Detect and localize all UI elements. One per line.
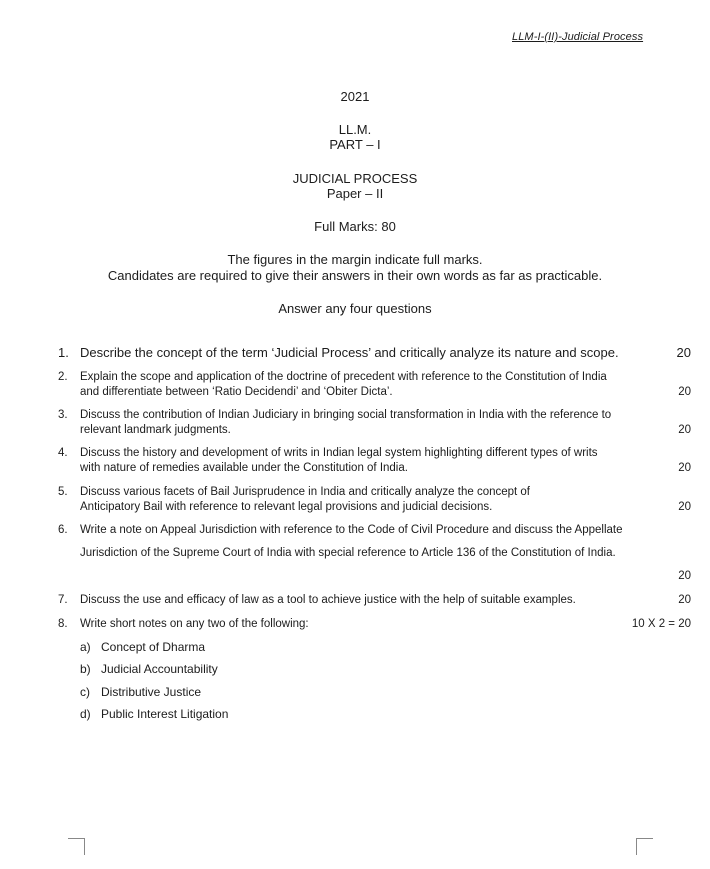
full-marks: Full Marks: 80 [314, 219, 396, 234]
question-text: Discuss the use and efficacy of law as a tool to achieve justice with the help of suitable examples. [80, 594, 576, 606]
question-text-line-1: Discuss the contribution of Indian Judiciary in bringing social transformation in India with the reference to [80, 409, 612, 421]
question-number: 2. [58, 371, 68, 383]
instruction-own-words: Candidates are required to give their answers in their own words as far as practicable. [107, 268, 603, 283]
option-text: Distributive Justice [101, 685, 202, 699]
option-text: Public Interest Litigation [101, 707, 229, 721]
question-marks: 20 [676, 345, 691, 360]
question-text-line-2: relevant landmark judgments. [80, 424, 231, 436]
instruction-margin-marks: The figures in the margin indicate full marks. [227, 252, 483, 267]
degree-name: LL.M. [338, 122, 372, 137]
question-text-line-1: Discuss the history and development of writs in Indian legal system highlighting different types of writs [80, 447, 598, 459]
question-marks: 20 [678, 501, 691, 513]
paper-code-header: LLM-I-(II)-Judicial Process [512, 31, 644, 43]
option-letter: a) [80, 640, 91, 654]
question-number: 1. [58, 345, 69, 360]
question-marks: 20 [678, 386, 691, 398]
question-text-line-2: with nature of remedies available under the Constitution of India. [80, 462, 408, 474]
crop-mark-left [68, 838, 85, 855]
option-letter: d) [80, 707, 91, 721]
question-text-line-2: Anticipatory Bail with reference to relevant legal provisions and judicial decisions. [80, 501, 493, 513]
question-number: 3. [58, 409, 68, 421]
list-item [80, 662, 218, 677]
question-text-line-1: Discuss various facets of Bail Jurisprudence in India and critically analyze the concept of [80, 486, 531, 498]
list-item [80, 707, 228, 722]
degree-part: PART – I [329, 137, 381, 152]
question-number: 6. [58, 524, 68, 536]
list-item [80, 685, 201, 700]
question-text-line-2: Jurisdiction of the Supreme Court of India with special reference to Article 136 of the Constitution of India. [80, 547, 616, 559]
option-text: Judicial Accountability [101, 662, 218, 676]
list-item [80, 640, 205, 655]
question-marks: 10 X 2 = 20 [631, 618, 691, 630]
question-text-line-2: and differentiate between ‘Ratio Decidendi’ and ‘Obiter Dicta’. [80, 386, 393, 398]
question-text-line-1: Explain the scope and application of the doctrine of precedent with reference to the Constitution of India [80, 371, 607, 383]
question-number: 5. [58, 486, 68, 498]
question-marks: 20 [678, 462, 691, 474]
question-text: Write short notes on any two of the following: [80, 618, 309, 630]
paper-number: Paper – II [326, 186, 384, 201]
crop-mark-right [636, 838, 653, 855]
question-text-line-1: Write a note on Appeal Jurisdiction with reference to the Code of Civil Procedure and discuss the Appellate [80, 524, 623, 536]
option-letter: b) [80, 662, 91, 676]
question-marks: 20 [678, 424, 691, 436]
question-number: 4. [58, 447, 68, 459]
exam-year: 2021 [340, 89, 370, 104]
question-number: 8. [58, 618, 68, 630]
option-text: Concept of Dharma [101, 640, 206, 654]
question-number: 7. [58, 594, 68, 606]
question-marks: 20 [678, 570, 691, 582]
subject-title: JUDICIAL PROCESS [292, 171, 418, 186]
answer-instruction: Answer any four questions [278, 301, 432, 316]
option-letter: c) [80, 685, 90, 699]
question-marks: 20 [678, 594, 691, 606]
question-text: Describe the concept of the term ‘Judicial Process’ and critically analyze its nature and scope. [80, 345, 619, 360]
